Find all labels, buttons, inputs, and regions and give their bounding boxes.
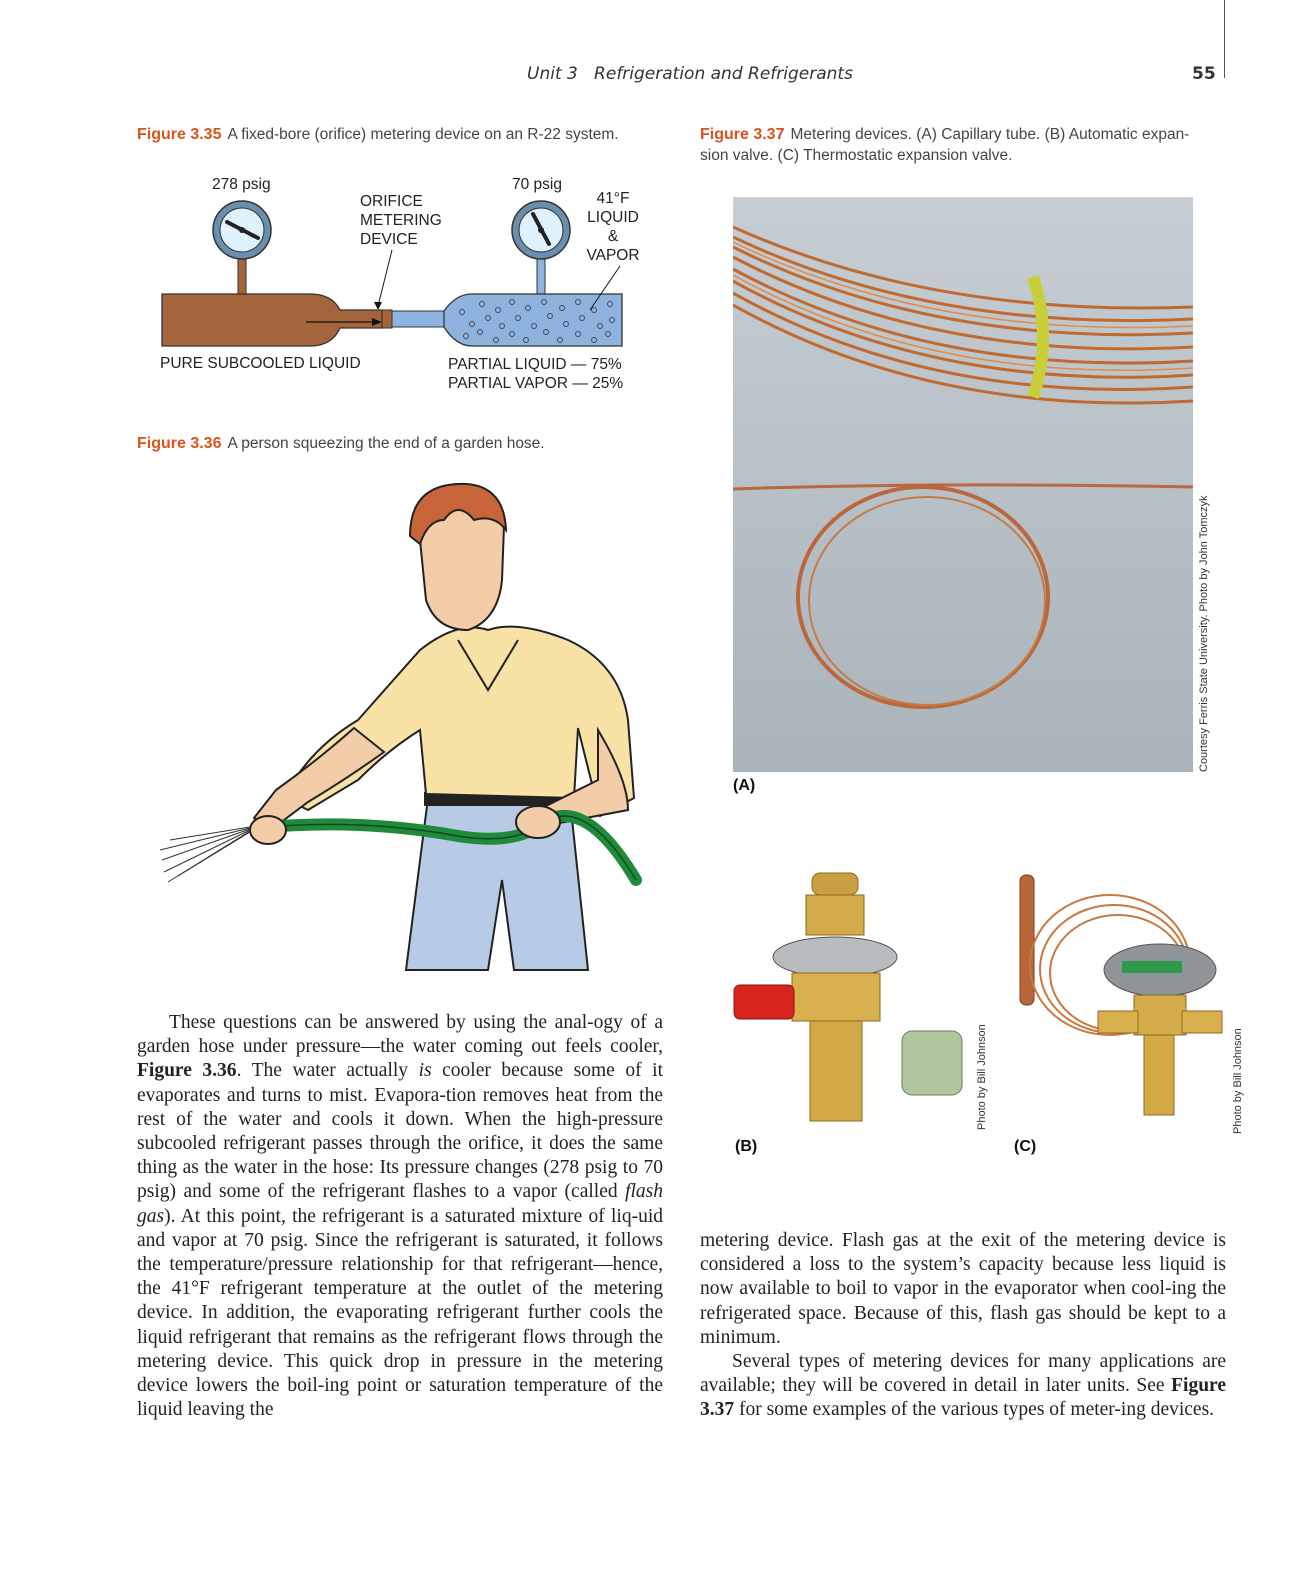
running-header — [527, 64, 853, 84]
fig35-caption — [137, 124, 677, 145]
fig37-caption-line-2: sion valve. (C) Thermostatic expansion valve. — [700, 147, 1013, 164]
right-paragraph-2 — [700, 1350, 1226, 1423]
right-p2-b: for some examples of the various types of meter-ing devices. — [734, 1399, 1215, 1421]
fig36-reference: Figure 3.36 — [137, 1060, 237, 1082]
capillary-tube-photo — [733, 197, 1193, 772]
running-header-unit: Unit 3 — [527, 64, 578, 84]
right-column-text — [700, 1229, 1226, 1423]
flash-gas-term: flash gas — [137, 1181, 663, 1227]
label-c: (C) — [1014, 1138, 1037, 1155]
fig36-caption-text: A person squeezing the end of a garden hose. — [227, 435, 545, 452]
credit-c: Photo by Bill Johnson — [1232, 1028, 1244, 1134]
fig35-caption-text: A fixed-bore (orifice) metering device on an R-22 system. — [227, 126, 619, 143]
page-edge-rule — [1224, 0, 1225, 78]
capillary-section — [392, 311, 444, 327]
credit-a: Courtesy Ferris State University. Photo by John Tomczyk — [1198, 495, 1210, 772]
fig37-reference: Figure 3.37 — [700, 1375, 1226, 1421]
txv-svg — [1010, 865, 1235, 1135]
left-paragraph — [137, 1011, 663, 1422]
aev-body-upper — [806, 895, 864, 935]
txv-label-band — [1122, 961, 1182, 973]
orifice-label-line-3: DEVICE — [360, 231, 418, 248]
txv-body — [1134, 995, 1186, 1035]
credit-b: Photo by Bill Johnson — [976, 1024, 988, 1130]
fig35-number: Figure 3.35 — [137, 126, 222, 143]
left-p1-a: These questions can be answered by using the anal-ogy of a garden hose under pressure—the water coming out feels cooler, — [137, 1012, 663, 1058]
left-column-text — [137, 1011, 663, 1422]
orifice — [382, 310, 392, 328]
aev-green-cap — [902, 1031, 962, 1095]
left-arm — [254, 728, 384, 825]
left-p1-b: . The water actually — [236, 1060, 419, 1082]
fig36-caption — [137, 433, 677, 454]
fig37-number: Figure 3.37 — [700, 126, 785, 143]
page-number: 55 — [1192, 64, 1216, 84]
aev-diaphragm — [773, 937, 897, 977]
temp-label-line-1: 41°F — [596, 190, 630, 207]
aev-outlet — [810, 1021, 862, 1121]
vapor-side-label-line-2: PARTIAL VAPOR — 25% — [448, 375, 624, 392]
orifice-leader — [378, 250, 392, 306]
right-gauge-label: 70 psig — [512, 176, 562, 193]
label-b: (B) — [735, 1138, 758, 1155]
water-spray — [160, 827, 250, 882]
orifice-label — [360, 192, 442, 249]
left-hand — [250, 816, 286, 844]
orifice-leader-head — [374, 302, 382, 310]
aev-top-cap — [812, 873, 858, 895]
right-paragraph-1: metering device. Flash gas at the exit of the metering device is considered a loss to the system’s capacity because less liquid is now available to boil to vapor in the evaporator when cool-ing the refrigerated space. Because of this, flash gas should be kept to a minimum. — [700, 1230, 1226, 1348]
fig37-caption — [700, 124, 1230, 166]
fig35-diagram — [150, 170, 670, 400]
liquid-line-pipe — [162, 294, 382, 346]
fig37-caption-line-1: Metering devices. (A) Capillary tube. (B) Automatic expan- — [790, 126, 1190, 143]
liquid-side-label: PURE SUBCOOLED LIQUID — [160, 355, 361, 372]
fig36-illustration — [158, 480, 648, 975]
temp-label-line-3: & — [607, 228, 619, 245]
running-header-title: Refrigeration and Refrigerants — [594, 64, 853, 84]
left-p1-d: ). At this point, the refrigerant is a saturated mixture of liq-uid and vapor at 70 psig. Since the refrigerant is saturated, it follows the temperature/pressure relationship for that refrigerant—hence, the 41°F refrigerant temperature at the outlet of the metering device. In addition, the evaporating refrigerant further cools the liquid refrigerant that remains as the refrigerant flows through the metering device. This quick drop in pressure in the metering device lowers the boil-ing point or saturation temperature of the liquid leaving the — [137, 1205, 663, 1421]
txv-sensing-bulb — [1020, 875, 1034, 1005]
temp-label-line-4: VAPOR — [586, 247, 640, 264]
temp-label — [582, 189, 644, 265]
vapor-side-label-line-1: PARTIAL LIQUID — 75% — [448, 356, 622, 373]
right-gauge-stem — [537, 254, 545, 298]
left-gauge-label: 278 psig — [212, 176, 271, 193]
orifice-label-line-2: METERING — [360, 212, 442, 229]
capillary-tube-svg — [733, 197, 1193, 772]
orifice-label-line-1: ORIFICE — [360, 193, 423, 210]
fig36-number: Figure 3.36 — [137, 435, 222, 452]
aev-body — [792, 973, 880, 1021]
right-p2-a: Several types of metering devices for many applications are available; they will be covered in detail in later units. See — [700, 1351, 1226, 1397]
temp-label-line-2: LIQUID — [587, 209, 639, 226]
aev-red-cap — [734, 985, 794, 1019]
label-a: (A) — [733, 777, 756, 794]
txv-inlet — [1098, 1011, 1138, 1033]
aev-svg — [730, 865, 980, 1135]
txv-outlet — [1182, 1011, 1222, 1033]
vapor-side-label — [448, 355, 623, 393]
garden-hose-illustration — [158, 480, 648, 975]
left-p1-c: cooler because some of it evaporates and turns to mist. Evapora-tion removes heat from the rest of the water and cools it down. When the high-pressure subcooled refrigerant passes through the orifice, it does the same thing as the water in the hose: Its pressure changes (278 psig to 70 psig) and some of the refrigerant flashes to a vapor (called — [137, 1060, 663, 1203]
left-gauge-pivot — [239, 227, 245, 233]
right-gauge-pivot — [538, 227, 544, 233]
thermostatic-expansion-valve-photo — [1010, 865, 1235, 1135]
txv-equalizer — [1144, 1035, 1174, 1115]
right-hand — [516, 806, 560, 838]
left-p1-is: is — [418, 1060, 432, 1082]
automatic-expansion-valve-photo — [730, 865, 980, 1135]
